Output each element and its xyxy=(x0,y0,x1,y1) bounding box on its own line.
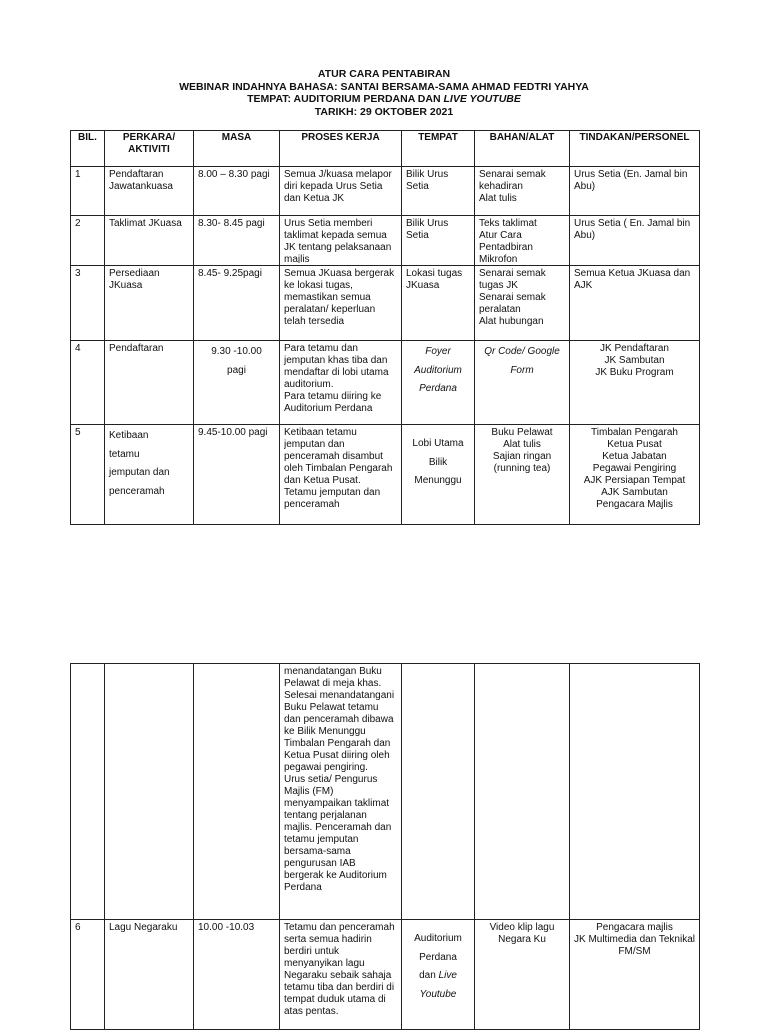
tempat-line: Youtube xyxy=(419,988,457,1000)
title-line-2: WEBINAR INDAHNYA BAHASA: SANTAI BERSAMA-SAMA AHMAD FEDTRI YAHYA xyxy=(179,80,589,93)
col-header-masa: MASA xyxy=(194,131,280,167)
cell-bahan xyxy=(475,216,570,266)
cell-masa: 9.45-10.00 pagi xyxy=(194,425,280,525)
cell-tempat xyxy=(402,664,475,920)
cell-tempat xyxy=(402,920,475,1030)
cell-bil: 1 xyxy=(71,167,105,216)
cell-tindakan: Pengacara majlis JK Multimedia dan Teknikal FM/SM xyxy=(570,920,700,1030)
col-header-tindakan: TINDAKAN/PERSONEL xyxy=(570,131,700,167)
cell-bil xyxy=(71,664,105,920)
cell-bahan: Video klip lagu Negara Ku xyxy=(475,920,570,1030)
title-line-1: ATUR CARA PENTABIRAN xyxy=(317,68,451,80)
cell-tindakan: Urus Setia ( En. Jamal bin Abu) xyxy=(570,216,700,266)
cell-tindakan: Urus Setia (En. Jamal bin Abu) xyxy=(570,167,700,216)
cell-tempat: Bilik Urus Setia xyxy=(402,167,475,216)
cell-proses: menandatangan Buku Pelawat di meja khas. Selesai menandatangani Buku Pelawat tetamu dan penceramah dibawa ke Bilik Menunggu Timbalan Pengarah dan Ketua Pusat diiring oleh pegawai pengiring. Urus setia/ Pengurus Majlis (FM) menyampaikan taklimat tentang perjalanan majlis. Penceramah dan tetamu jemputan bersama-sama pengurusan IAB bergerak ke Auditorium Perdana xyxy=(280,664,402,920)
cell-bil: 2 xyxy=(71,216,105,266)
table-row xyxy=(71,425,700,525)
col-header-tempat: TEMPAT xyxy=(402,131,475,167)
cell-tindakan: Semua Ketua JKuasa dan AJK xyxy=(570,266,700,341)
cell-tempat: Bilik Urus Setia xyxy=(402,216,475,266)
cell-bahan xyxy=(475,664,570,920)
cell-proses: Para tetamu dan jemputan khas tiba dan mendaftar di lobi utama auditorium. Para tetamu diiring ke Auditorium Perdana xyxy=(280,341,402,425)
cell-bil: 6 xyxy=(71,920,105,1030)
cell-tempat: Foyer Auditorium Perdana xyxy=(402,341,475,425)
cell-tempat: Lobi Utama Bilik Menunggu xyxy=(402,425,475,525)
cell-bahan: Buku Pelawat Alat tulis Sajian ringan (running tea) xyxy=(475,425,570,525)
title-line-3: TEMPAT: AUDITORIUM PERDANA DAN LIVE YOUTUBE xyxy=(247,93,521,105)
title-line-4: TARIKH: 29 OKTOBER 2021 xyxy=(314,105,454,118)
col-header-bil: BIL. xyxy=(71,131,105,167)
cell-proses-text: Tetamu dan penceramah serta semua hadirin berdiri untuk menyanyikan lagu Negaraku sebaik sahaja tetamu tiba dan berdiri di tempat duduk utama di atas pentas. xyxy=(284,922,395,1017)
cell-bahan: Qr Code/ Google Form xyxy=(475,341,570,425)
col-header-proses: PROSES KERJA xyxy=(280,131,402,167)
cell-perkara: Persediaan JKuasa xyxy=(105,266,194,341)
cell-proses-text: Urus Setia memberi taklimat kepada semua JK tentang pelaksanaan majlis xyxy=(284,218,392,263)
tempat-line: Perdana xyxy=(419,951,457,963)
cell-proses-text: Ketibaan tetamu jemputan dan penceramah disambut oleh Timbalan Pengarah dan Ketua Pusat. Tetamu jemputan dan penceramah xyxy=(284,427,393,510)
cell-tempat: Lokasi tugas JKuasa xyxy=(402,266,475,341)
col-header-bahan: BAHAN/ALAT xyxy=(475,131,570,167)
table-row xyxy=(71,167,700,216)
cell-perkara: Lagu Negaraku xyxy=(105,920,194,1030)
schedule-table-page-2 xyxy=(70,663,700,1030)
table-header-row xyxy=(71,131,700,167)
cell-masa: 8.00 – 8.30 pagi xyxy=(194,167,280,216)
cell-masa: 9.30 -10.00 pagi xyxy=(194,341,280,425)
cell-proses xyxy=(280,425,402,525)
cell-proses-text: Semua JKuasa bergerak ke lokasi tugas, memastikan semua peralatan/ keperluan telah tersedia xyxy=(284,268,395,327)
cell-tindakan: JK Pendaftaran JK Sambutan JK Buku Program xyxy=(570,341,700,425)
cell-perkara: Pendaftaran Jawatankuasa xyxy=(105,167,194,216)
cell-proses xyxy=(280,216,402,266)
cell-bahan-text: Teks taklimat Atur Cara Pentadbiran Mikrofon xyxy=(479,218,537,263)
document-title xyxy=(0,68,768,118)
cell-perkara: Taklimat JKuasa xyxy=(105,216,194,266)
cell-proses xyxy=(280,266,402,341)
cell-proses xyxy=(280,167,402,216)
cell-tindakan: Timbalan Pengarah Ketua Pusat Ketua Jabatan Pegawai Pengiring AJK Persiapan Tempat AJK Sambutan Pengacara Majlis xyxy=(570,425,700,525)
table-row xyxy=(71,266,700,341)
cell-perkara: Pendaftaran xyxy=(105,341,194,425)
cell-perkara: Ketibaan tetamu jemputan dan penceramah xyxy=(105,425,194,525)
table-row-continuation xyxy=(71,664,700,920)
cell-proses-text: Semua J/kuasa melapor diri kepada Urus Setia dan Ketua JK xyxy=(284,169,392,204)
cell-masa: 8.30- 8.45 pagi xyxy=(194,216,280,266)
table-row xyxy=(71,341,700,425)
cell-masa: 10.00 -10.03 xyxy=(194,920,280,1030)
tempat-line: dan Live xyxy=(419,970,457,981)
schedule-table-page-1 xyxy=(70,130,700,525)
cell-bil: 3 xyxy=(71,266,105,341)
tempat-line: Auditorium xyxy=(414,933,462,944)
col-header-perkara: PERKARA/ AKTIVITI xyxy=(105,131,194,167)
cell-masa: 8.45- 9.25pagi xyxy=(194,266,280,341)
cell-perkara xyxy=(105,664,194,920)
table-row xyxy=(71,216,700,266)
cell-bil: 5 xyxy=(71,425,105,525)
cell-masa xyxy=(194,664,280,920)
cell-bahan: Senarai semak tugas JK Senarai semak peralatan Alat hubungan xyxy=(475,266,570,341)
cell-tindakan xyxy=(570,664,700,920)
table-row xyxy=(71,920,700,1030)
cell-bahan: Senarai semak kehadiran Alat tulis xyxy=(475,167,570,216)
cell-proses xyxy=(280,920,402,1030)
cell-bil: 4 xyxy=(71,341,105,425)
